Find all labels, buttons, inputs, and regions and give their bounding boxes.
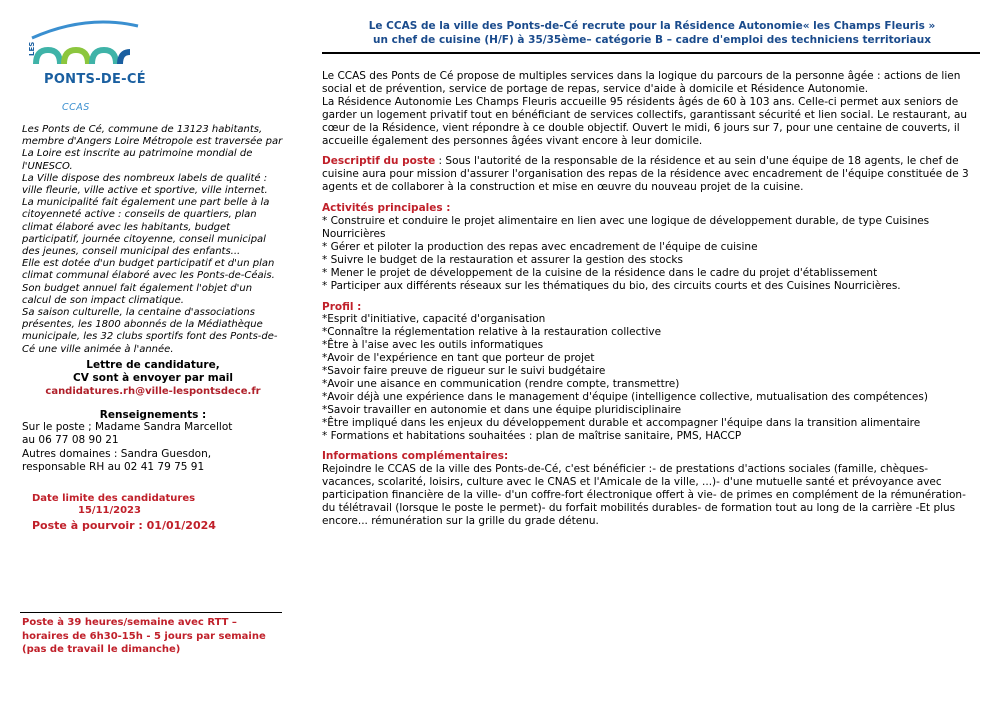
intro-paragraph: Le CCAS des Ponts de Cé propose de multiples services dans la logique du parcours de la personne âgée : actions de lien social et de prévention, service de portage de repas, service d'aide à domicile et Résidence Autonomie. xyxy=(322,70,961,95)
activites-heading: Activités principales : xyxy=(322,202,451,215)
intro-paragraph: Sa saison culturelle, la centaine d'associations présentes, les 1800 abonnés de la Médiathèque municipale, les 32 clubs sportifs font des Ponts-de-Cé une ville animée à l'année. xyxy=(22,307,278,355)
logo-ccas: CCAS xyxy=(62,102,90,113)
job-title-line: un chef de cuisine (H/F) à 35/35ème– catégorie B – cadre d'emploi des techniciens territoriaux xyxy=(373,33,931,46)
logo-graphic-icon xyxy=(26,20,146,80)
logo-name: PONTS-DE-CÉ xyxy=(44,72,146,87)
renseignements-block xyxy=(22,421,284,475)
title-divider xyxy=(322,52,980,54)
intro-paragraph: La municipalité fait également une part belle à la citoyenneté active : conseils de quartiers, plan climat élaboré avec les habitants, budget participatif, journée citoyenne, conseil municipal des jeunes, conseil municipal des enfants... xyxy=(22,197,270,258)
intro-paragraph: La Résidence Autonomie Les Champs Fleuris accueille 95 résidents âgés de 60 à 103 ans. Celle-ci permet aux seniors de garder un logement privatif tout en bénéficiant de services collectifs, garantissant sécurité et lien social. Le restaurant, au cœur de la Résidence, vient répondre à ce double objectif. Ouvert le midi, 6 jours sur 7, pour une centaine de couverts, il accueille également des personnes âgées vivant encore à leur domicile. xyxy=(322,95,968,147)
contact-line: Sur le poste ; Madame Sandra Marcellot xyxy=(22,420,233,433)
profil-item: *Avoir déjà une expérience dans le management d'équipe (intelligence collective, mutualisation des compétences) xyxy=(322,390,928,403)
activity-item: * Gérer et piloter la production des repas avec encadrement de l'équipe de cuisine xyxy=(322,240,758,253)
deadline-label: Date limite des candidatures xyxy=(32,492,196,504)
activity-item: * Participer aux différents réseaux sur les thématiques du bio, des circuits courts et des Cuisines Nourricières. xyxy=(322,279,901,292)
job-title-line: Le CCAS de la ville des Ponts-de-Cé recrute pour la Résidence Autonomie« les Champs Fleuris » xyxy=(368,20,936,32)
deadline-block xyxy=(32,493,284,533)
activity-item: * Suivre le budget de la restauration et assurer la gestion des stocks xyxy=(322,253,683,266)
intro-paragraph: Elle est dotée d'un budget participatif et d'un plan climat communal élaboré avec les Ponts-de-Céais. Son budget annuel fait également l'objet d'un calcul de son impact climatique. xyxy=(22,258,275,306)
info-heading: Informations complémentaires: xyxy=(322,450,509,463)
city-logo xyxy=(26,20,146,118)
activity-item: * Mener le projet de développement de la cuisine de la résidence dans le cadre du projet d'établissement xyxy=(322,266,878,279)
contact-line: au 06 77 08 90 21 xyxy=(22,434,119,447)
start-date: Poste à pourvoir : 01/01/2024 xyxy=(32,518,216,532)
renseignements-title: Renseignements : xyxy=(99,408,207,421)
profil-item: *Savoir travailler en autonomie et dans une équipe pluridisciplinaire xyxy=(322,403,682,416)
profil-item: *Être impliqué dans les enjeux du développement durable et accompagner l'équipe dans la transition alimentaire xyxy=(322,416,921,429)
candidature-line: CV sont à envoyer par mail xyxy=(73,372,233,385)
contact-line: Autres domaines : Sandra Guesdon, xyxy=(22,447,212,460)
job-title-block xyxy=(322,20,982,47)
profil-heading: Profil : xyxy=(322,300,362,313)
descriptif-heading: Descriptif du poste xyxy=(322,155,436,168)
activity-item: * Construire et conduire le projet alimentaire en lien avec une logique de développement durable, de type Cuisines Nourricières xyxy=(322,215,930,240)
descriptif-text: : Sous l'autorité de la responsable de la résidence et au sein d'une équipe de 18 agents, le chef de cuisine aura pour mission d'assurer l'organisation des repas de la résidence avec encadrement de l'équipe constituée de 3 agents et de collaborer à la construction et mise en œuvre du nouveau projet de la cuisine. xyxy=(322,155,969,194)
email-link[interactable]: candidatures.rh@ville-lespontsdece.fr xyxy=(45,385,261,397)
profil-item: *Avoir de l'expérience en tant que porteur de projet xyxy=(322,352,595,365)
intro-paragraph: Les Ponts de Cé, commune de 13123 habitants, membre d'Angers Loire Métropole est traversée par La Loire est inscrite au patrimoine mondial de l'UNESCO. xyxy=(22,124,283,172)
job-description xyxy=(322,70,980,528)
deadline-date: 15/11/2023 xyxy=(78,505,141,517)
profil-item: *Esprit d'initiative, capacité d'organisation xyxy=(322,313,546,326)
candidature-block xyxy=(22,359,284,386)
left-divider xyxy=(20,612,282,613)
schedule-note: Poste à 39 heures/semaine avec RTT – horaires de 6h30-15h - 5 jours par semaine (pas de travail le dimanche) xyxy=(22,617,266,655)
profil-item: *Savoir faire preuve de rigueur sur le suivi budgétaire xyxy=(322,365,606,378)
candidature-line: Lettre de candidature, xyxy=(86,358,220,371)
profil-item: *Être à l'aise avec les outils informatiques xyxy=(322,339,544,352)
contact-line: responsable RH au 02 41 79 75 91 xyxy=(22,461,205,474)
intro-paragraph: La Ville dispose des nombreux labels de qualité : ville fleurie, ville active et sportive, ville internet. xyxy=(22,172,268,197)
city-intro xyxy=(22,124,284,356)
profil-item: *Connaître la réglementation relative à la restauration collective xyxy=(322,326,662,339)
descriptif-paragraph xyxy=(322,155,980,194)
left-column xyxy=(22,20,284,532)
profil-item: *Avoir une aisance en communication (rendre compte, transmettre) xyxy=(322,377,680,390)
info-paragraph: Rejoindre le CCAS de la ville des Ponts-de-Cé, c'est bénéficier :- de prestations d'actions sociales (famille, chèques-vacances, scolarité, loisirs, culture avec le CNAS et l'Amicale de la ville, ...)- d'une mutuelle santé et prévoyance avec participation financière de la ville- d'un coffre-fort électronique offert à vie- de primes en complément de la rémunération- du télétravail (lorsque le poste le permet)- du forfait mobilités durables- de formation tout au long de la carrière -Et plus encore... rémunération sur la grille du grade détenu. xyxy=(322,463,966,527)
profil-item: * Formations et habitations souhaitées : plan de maîtrise sanitaire, PMS, HACCP xyxy=(322,429,742,442)
logo-les: LES xyxy=(28,41,36,56)
